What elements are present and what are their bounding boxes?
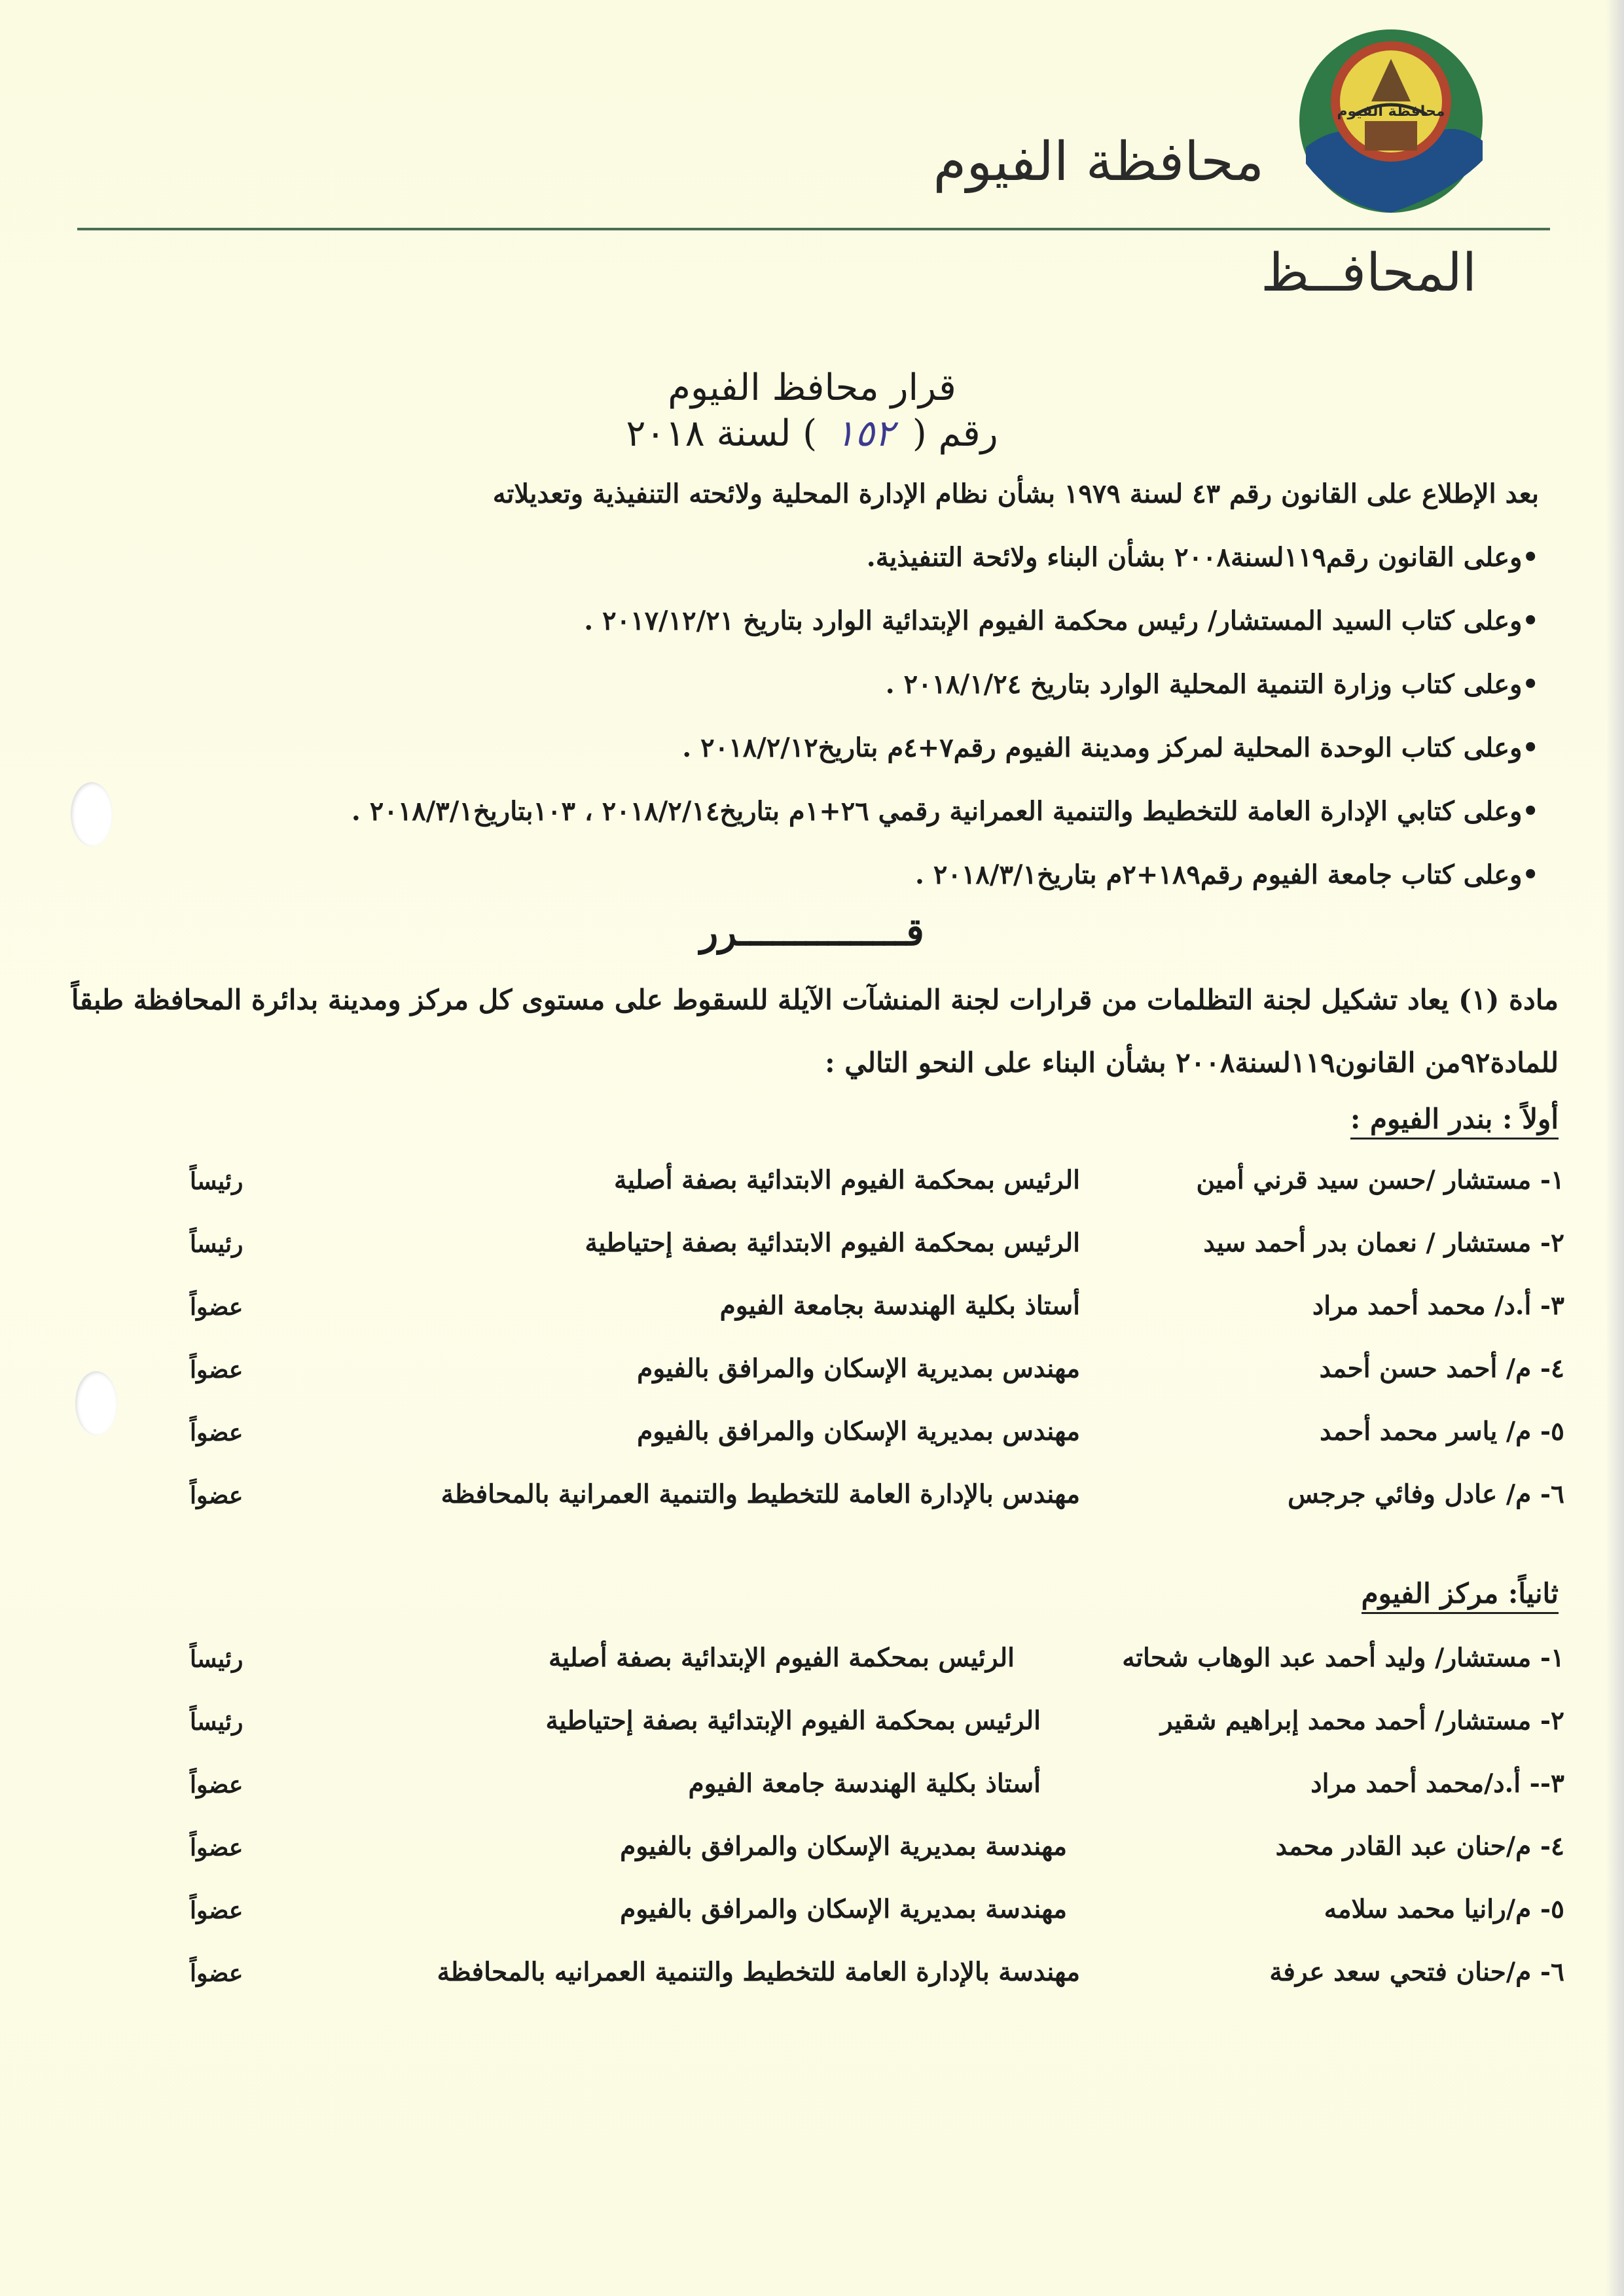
member-name: ٤- م/حنان عبد القادر محمد <box>1275 1831 1564 1861</box>
preamble-line: •وعلى القانون رقم١١٩لسنة٢٠٠٨ بشأن البناء ولائحة التنفيذية. <box>866 542 1539 573</box>
member-position: الرئيس بمحكمة الفيوم الإبتدائية بصفة إحتياطية <box>545 1706 1041 1736</box>
member-row <box>190 1762 1564 1825</box>
member-position: مهندس بالإدارة العامة للتخطيط والتنمية العمرانية بالمحافظة <box>441 1479 1080 1509</box>
member-name: ٤- م/ أحمد حسن أحمد <box>1319 1354 1564 1384</box>
member-name: ٢- مستشار / نعمان بدر أحمد سيد <box>1203 1228 1564 1258</box>
member-role: عضواً <box>190 1897 244 1924</box>
member-role: رئيساً <box>190 1645 244 1673</box>
member-position: أستاذ بكلية الهندسة بجامعة الفيوم <box>719 1291 1080 1321</box>
preamble-line: •وعلى كتاب جامعة الفيوم رقم١٨٩+٢م بتاريخ٢٠١٨/٣/١ . <box>915 859 1539 890</box>
decision-number-handwritten: ١٥٢ <box>835 412 895 455</box>
decision-number-suffix: ) لسنة ٢٠١٨ <box>626 412 818 455</box>
decision-heading: قـــــــــــــــرر <box>700 910 924 954</box>
preamble-line: •وعلى كتاب السيد المستشار/ رئيس محكمة الفيوم الإبتدائية الوارد بتاريخ ٢٠١٧/١٢/٢١ . <box>584 605 1539 636</box>
page-edge-shadow <box>1606 0 1624 2296</box>
members-list-markaz-fayoum <box>190 1636 1564 2013</box>
punch-hole <box>71 782 113 846</box>
member-role: عضواً <box>190 1834 244 1861</box>
member-name: ٢- مستشار/ أحمد محمد إبراهيم شقير <box>1160 1706 1564 1736</box>
member-position: الرئيس بمحكمة الفيوم الابتدائية بصفة إحتياطية <box>585 1228 1080 1258</box>
member-position: أستاذ بكلية الهندسة جامعة الفيوم <box>688 1768 1041 1799</box>
preamble <box>99 475 1539 919</box>
member-role: عضواً <box>190 1771 244 1799</box>
member-row <box>190 1699 1564 1762</box>
section-heading-bandar-fayoum: أولاً : بندر الفيوم : <box>1350 1103 1559 1139</box>
member-row <box>190 1950 1564 2013</box>
member-role: عضواً <box>190 1482 244 1509</box>
preamble-line: •وعلى كتاب الوحدة المحلية لمركز ومدينة الفيوم رقم٧+٤م بتاريخ٢٠١٨/٢/١٢ . <box>682 732 1539 763</box>
section-heading-markaz-fayoum: ثانياً: مركز الفيوم <box>1362 1577 1559 1614</box>
member-row <box>190 1888 1564 1950</box>
member-role: عضواً <box>190 1356 244 1384</box>
member-row <box>190 1410 1564 1473</box>
member-row <box>190 1473 1564 1535</box>
member-name: ٣-- أ.د/محمد أحمد مراد <box>1310 1768 1564 1799</box>
seal-text: محافظة الفيوم <box>1337 103 1445 120</box>
member-position: مهندسة بالإدارة العامة للتخطيط والتنمية العمرانيه بالمحافظة <box>437 1957 1080 1987</box>
member-position: مهندس بمديرية الإسكان والمرافق بالفيوم <box>637 1354 1080 1384</box>
member-name: ١- مستشار /حسن سيد قرني أمين <box>1196 1165 1564 1195</box>
member-role: عضواً <box>190 1419 244 1446</box>
member-name: ٦- م/حنان فتحي سعد عرفة <box>1269 1957 1564 1987</box>
member-position: مهندس بمديرية الإسكان والمرافق بالفيوم <box>637 1416 1080 1446</box>
decision-number-prefix: رقم ( <box>912 412 998 455</box>
member-row <box>190 1284 1564 1347</box>
member-row <box>190 1825 1564 1888</box>
member-role: رئيساً <box>190 1168 244 1195</box>
member-row <box>190 1347 1564 1410</box>
member-row <box>190 1636 1564 1699</box>
punch-hole <box>75 1371 117 1435</box>
header-divider <box>77 228 1550 230</box>
member-name: ٥- م/ ياسر محمد أحمد <box>1320 1416 1564 1446</box>
member-row <box>190 1158 1564 1221</box>
member-name: ٥- م/رانيا محمد سلامه <box>1324 1894 1564 1924</box>
member-role: عضواً <box>190 1293 244 1321</box>
article-1: مادة (١) يعاد تشكيل لجنة التظلمات من قرارات لجنة المنشآت الآيلة للسقوط على مستوى كل مركز ومدينة بدائرة المحافظة طبقاً للمادة٩٢من القانون١١٩لسنة٢٠٠٨ بشأن البناء على النحو التالي : <box>71 984 1559 1079</box>
preamble-line: بعد الإطلاع على القانون رقم ٤٣ لسنة ١٩٧٩ بشأن نظام الإدارة المحلية ولائحته التنفيذية وتعديلاته <box>492 478 1539 509</box>
preamble-line: •وعلى كتابي الإدارة العامة للتخطيط والتنمية العمرانية رقمي ٢٦+١م بتاريخ٢٠١٨/٢/١٤ ، ١٠٣بتاريخ٢٠١٨/٣/١ . <box>351 796 1539 827</box>
member-name: ٦- م/ عادل وفائي جرجس <box>1288 1479 1564 1509</box>
member-name: ٣- أ.د/ محمد أحمد مراد <box>1312 1291 1564 1321</box>
members-list-bandar-fayoum <box>190 1158 1564 1535</box>
member-role: رئيساً <box>190 1708 244 1736</box>
governorate-seal-logo <box>1293 23 1489 219</box>
member-position: الرئيس بمحكمة الفيوم الابتدائية بصفة أصلية <box>614 1165 1080 1195</box>
member-row <box>190 1221 1564 1284</box>
decision-title: قرار محافظ الفيوم <box>668 367 956 409</box>
preamble-line: •وعلى كتاب وزارة التنمية المحلية الوارد بتاريخ ٢٠١٨/١/٢٤ . <box>885 669 1539 700</box>
member-role: عضواً <box>190 1960 244 1987</box>
member-position: الرئيس بمحكمة الفيوم الإبتدائية بصفة أصلية <box>549 1643 1015 1673</box>
office-title: المحافــظ <box>1261 242 1477 303</box>
member-role: رئيساً <box>190 1230 244 1258</box>
decision-number <box>0 412 1624 455</box>
member-name: ١- مستشار/ وليد أحمد عبد الوهاب شحاته <box>1122 1643 1564 1673</box>
governorate-name: محافظة الفيوم <box>933 131 1264 193</box>
member-position: مهندسة بمديرية الإسكان والمرافق بالفيوم <box>620 1894 1067 1924</box>
member-position: مهندسة بمديرية الإسكان والمرافق بالفيوم <box>620 1831 1067 1861</box>
